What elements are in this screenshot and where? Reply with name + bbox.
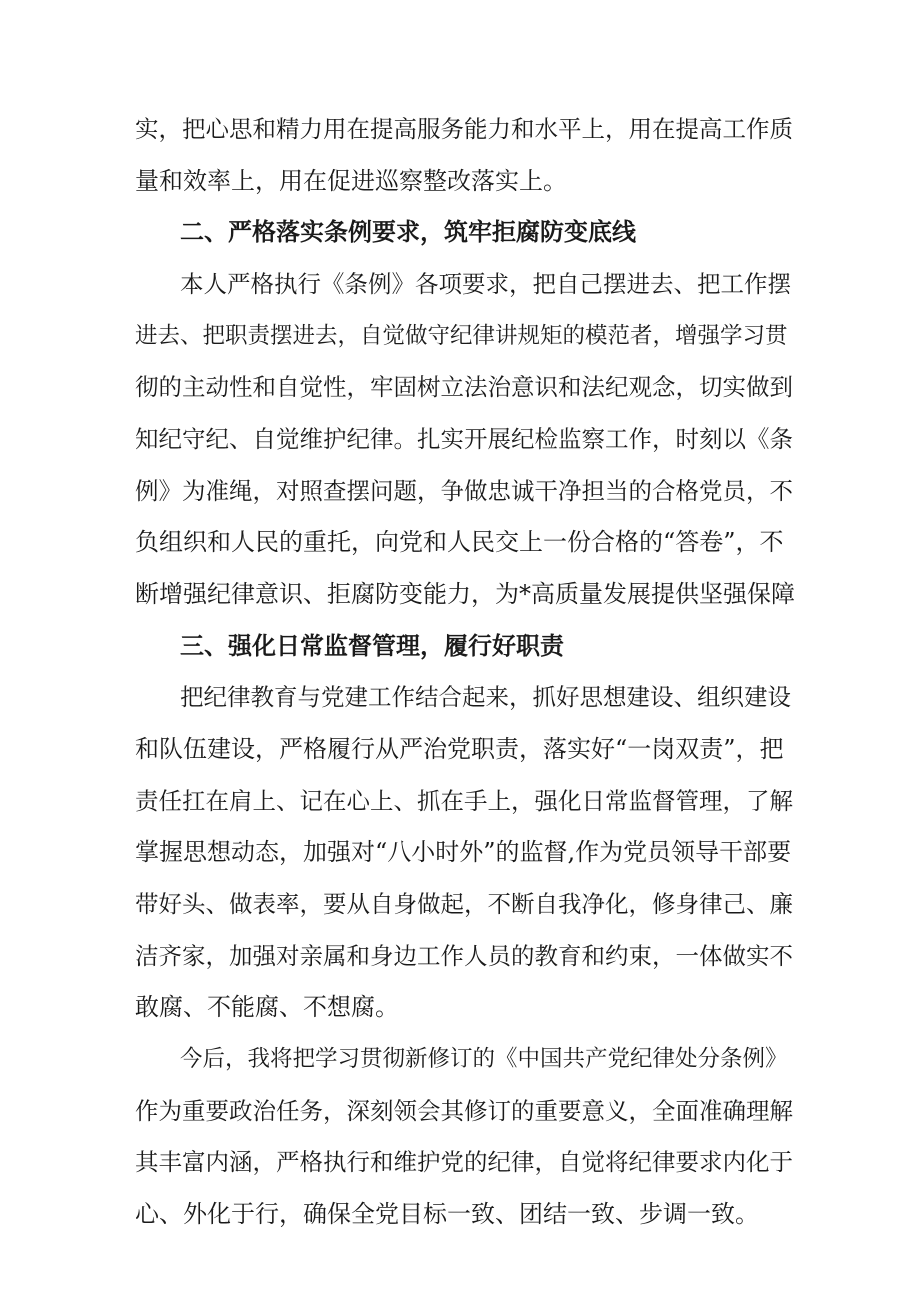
section-heading-2: 二、严格落实条例要求，筑牢拒腐防变底线 (180, 218, 636, 246)
paragraph-line: 知纪守纪、自觉维护纪律。扎实开展纪检监察工作，时刻以《条 (135, 425, 793, 453)
section-heading-3: 三、强化日常监督管理，履行好职责 (180, 632, 564, 660)
paragraph-line: 心、外化于行，确保全党目标一致、团结一致、步调一致。 (135, 1200, 759, 1228)
paragraph-line: 断增强纪律意识、拒腐防变能力，为*高质量发展提供坚强保障 (135, 580, 795, 608)
paragraph-line: 责任扛在肩上、记在心上、抓在手上，强化日常监督管理，了解 (135, 787, 793, 815)
paragraph-line: 实，把心思和精力用在提高服务能力和水平上，用在提高工作质 (135, 115, 793, 143)
paragraph-line: 掌握思想动态，加强对“八小时外”的监督,作为党员领导干部要 (135, 838, 792, 866)
paragraph-line: 带好头、做表率，要从自身做起，不断自我净化，修身律己、廉 (135, 890, 793, 918)
paragraph-line: 其丰富内涵，严格执行和维护党的纪律，自觉将纪律要求内化于 (135, 1148, 793, 1176)
paragraph-line: 敢腐、不能腐、不想腐。 (135, 993, 399, 1021)
paragraph-line: 本人严格执行《条例》各项要求，把自己摆进去、把工作摆 (180, 270, 791, 298)
paragraph-line: 洁齐家，加强对亲属和身边工作人员的教育和约束，一体做实不 (135, 942, 793, 970)
paragraph-line: 彻的主动性和自觉性，牢固树立法治意识和法纪观念，切实做到 (135, 373, 793, 401)
paragraph-line: 进去、把职责摆进去，自觉做守纪律讲规矩的模范者，增强学习贯 (135, 323, 788, 349)
paragraph-line: 今后，我将把学习贯彻新修订的《中国共产党纪律处分条例》 (180, 1046, 788, 1072)
paragraph-line: 和队伍建设，严格履行从严治党职责，落实好“一岗双责”，把 (135, 735, 784, 763)
paragraph-line: 量和效率上，用在促进巡察整改落实上。 (135, 167, 567, 195)
paragraph-line: 例》为准绳，对照查摆问题，争做忠诚干净担当的合格党员，不 (135, 477, 793, 505)
paragraph-line: 负组织和人民的重托，向党和人民交上一份合格的“答卷”，不 (135, 528, 784, 556)
paragraph-line: 把纪律教育与党建工作结合起来，抓好思想建设、组织建设 (180, 683, 791, 711)
paragraph-line: 作为重要政治任务，深刻领会其修订的重要意义，全面准确理解 (135, 1097, 793, 1125)
